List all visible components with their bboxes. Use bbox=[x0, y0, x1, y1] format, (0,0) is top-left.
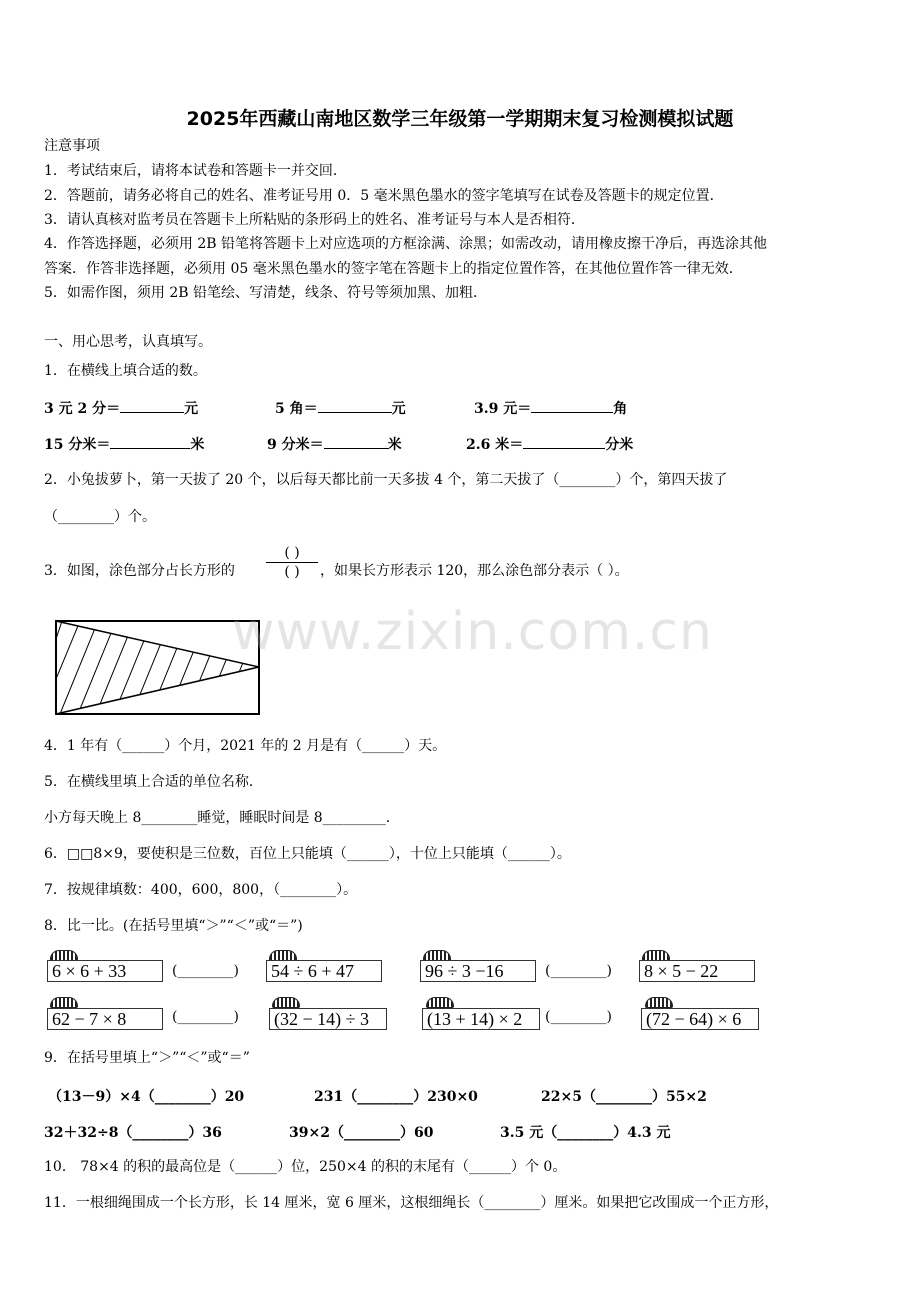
q1-item-post: 米 bbox=[190, 437, 205, 453]
q1-item-pre: 2.6 米＝ bbox=[466, 437, 524, 453]
question-4: 4．1 年有（______）个月，2021 年的 2 月是有（______）天。 bbox=[44, 738, 447, 754]
q1-item-post: 角 bbox=[613, 401, 628, 417]
expression-box: (13 + 14) × 2 bbox=[422, 1008, 540, 1030]
q1-item bbox=[267, 434, 402, 454]
notice-heading: 注意事项 bbox=[44, 138, 100, 154]
answer-blank[interactable] bbox=[318, 398, 392, 413]
compare-blank[interactable]: (________) bbox=[545, 1009, 612, 1025]
q1-item-pre: 9 分米＝ bbox=[267, 437, 324, 453]
q1-item-post: 元 bbox=[184, 401, 199, 417]
compare-blank[interactable]: (________) bbox=[172, 963, 239, 979]
answer-blank[interactable] bbox=[324, 434, 388, 449]
question-3-pre: 3．如图，涂色部分占长方形的 bbox=[44, 563, 235, 579]
fraction-denominator[interactable]: ( ) bbox=[284, 564, 300, 580]
q1-item bbox=[275, 398, 406, 418]
q9-item: 3.5 元（________）4.3 元 bbox=[500, 1125, 671, 1141]
answer-blank[interactable] bbox=[120, 398, 184, 413]
expression-box: 6 × 6 + 33 bbox=[47, 960, 163, 982]
question-9: 9．在括号里填上“＞”“＜”或“＝” bbox=[44, 1050, 250, 1066]
expression-box: (72 − 64) × 6 bbox=[641, 1008, 759, 1030]
fraction-numerator[interactable]: ( ) bbox=[284, 545, 300, 561]
expression-box: 96 ÷ 3 −16 bbox=[420, 960, 536, 982]
question-6: 6．□□8×9，要使积是三位数，百位上只能填（______），十位上只能填（______）。 bbox=[44, 846, 571, 862]
compare-blank[interactable]: (________) bbox=[172, 1009, 239, 1025]
basket-icon bbox=[272, 997, 300, 1008]
q1-item bbox=[466, 434, 633, 454]
notice-item: 1．考试结束后，请将本试卷和答题卡一并交回． bbox=[44, 163, 347, 179]
q1-item-pre: 3 元 2 分＝ bbox=[44, 401, 121, 417]
shaded-triangle bbox=[56, 621, 262, 714]
q9-item: 32＋32÷8（________）36 bbox=[44, 1125, 222, 1141]
section-heading: 一、用心思考，认真填写。 bbox=[44, 334, 212, 350]
rectangle-outline bbox=[56, 621, 259, 714]
notice-item: 3．请认真核对监考员在答题卡上所粘贴的条形码上的姓名、准考证号与本人是否相符． bbox=[44, 212, 585, 228]
q1-item bbox=[44, 434, 204, 454]
question-1: 1．在横线上填合适的数。 bbox=[44, 363, 207, 379]
q1-item-pre: 3.9 元＝ bbox=[474, 401, 532, 417]
rectangle-figure bbox=[54, 619, 262, 717]
q1-item-post: 元 bbox=[391, 401, 406, 417]
question-2: 2．小兔拔萝卜，第一天拔了 20 个，以后每天都比前一天多拔 4 个，第二天拔了（________）个，第四天拔了 bbox=[44, 472, 728, 488]
question-2-cont: （________）个。 bbox=[44, 509, 156, 525]
answer-blank[interactable] bbox=[523, 434, 605, 449]
question-10: 10． 78×4 的积的最高位是（______）位，250×4 的积的末尾有（______）个 0。 bbox=[44, 1159, 567, 1175]
notice-item: 4．作答选择题，必须用 2B 铅笔将答题卡上对应选项的方框涂满、涂黑；如需改动，请用橡皮擦干净后，再选涂其他 bbox=[44, 236, 767, 252]
answer-blank[interactable] bbox=[531, 398, 613, 413]
q1-item-post: 分米 bbox=[605, 437, 634, 453]
basket-icon bbox=[645, 997, 673, 1008]
compare-blank[interactable]: (________) bbox=[545, 963, 612, 979]
q1-item bbox=[44, 398, 198, 418]
page-title: 2025年西藏山南地区数学三年级第一学期期末复习检测模拟试题 bbox=[186, 108, 734, 130]
fraction-bar bbox=[266, 562, 318, 563]
question-5: 5．在横线里填上合适的单位名称． bbox=[44, 774, 263, 790]
notice-item: 答案．作答非选择题，必须用 05 毫米黑色墨水的签字笔在答题卡上的指定位置作答，在其他位置作答一律无效． bbox=[44, 261, 743, 277]
expression-box: (32 − 14) ÷ 3 bbox=[269, 1008, 387, 1030]
q9-item: （13－9）×4（________）20 bbox=[48, 1089, 245, 1105]
basket-icon bbox=[50, 997, 78, 1008]
q1-item-pre: 5 角＝ bbox=[275, 401, 318, 417]
fraction bbox=[266, 545, 318, 580]
q1-item-pre: 15 分米＝ bbox=[44, 437, 111, 453]
question-3-post: ，如果长方形表示 120，那么涂色部分表示（ ）。 bbox=[320, 563, 629, 579]
expression-box: 62 − 7 × 8 bbox=[47, 1008, 163, 1030]
q9-item: 22×5（________）55×2 bbox=[541, 1089, 707, 1105]
question-5-line: 小方每天晚上 8________睡觉，睡眠时间是 8_________． bbox=[44, 810, 400, 826]
answer-blank[interactable] bbox=[110, 434, 190, 449]
q1-item bbox=[474, 398, 627, 418]
q9-item: 39×2（________）60 bbox=[289, 1125, 434, 1141]
q9-item: 231（________）230×0 bbox=[314, 1089, 478, 1105]
notice-item: 2．答题前，请务必将自己的姓名、准考证号用 0．5 毫米黑色墨水的签字笔填写在试卷及答题卡的规定位置． bbox=[44, 188, 724, 204]
expression-box: 8 × 5 − 22 bbox=[639, 960, 755, 982]
basket-icon bbox=[426, 997, 454, 1008]
question-7: 7．按规律填数：400，600，800，（________）。 bbox=[44, 882, 358, 898]
watermark: www.zixin.com.cn bbox=[232, 602, 713, 662]
expression-box: 54 ÷ 6 + 47 bbox=[266, 960, 382, 982]
q1-item-post: 米 bbox=[387, 437, 402, 453]
question-8: 8．比一比。(在括号里填“＞”“＜”或“＝”) bbox=[44, 918, 303, 934]
question-11: 11．一根细绳围成一个长方形，长 14 厘米，宽 6 厘米，这根细绳长（________）厘米。如果把它改围成一个正方形， bbox=[44, 1195, 779, 1211]
notice-item: 5．如需作图，须用 2B 铅笔绘、写清楚，线条、符号等须加黑、加粗． bbox=[44, 285, 488, 301]
